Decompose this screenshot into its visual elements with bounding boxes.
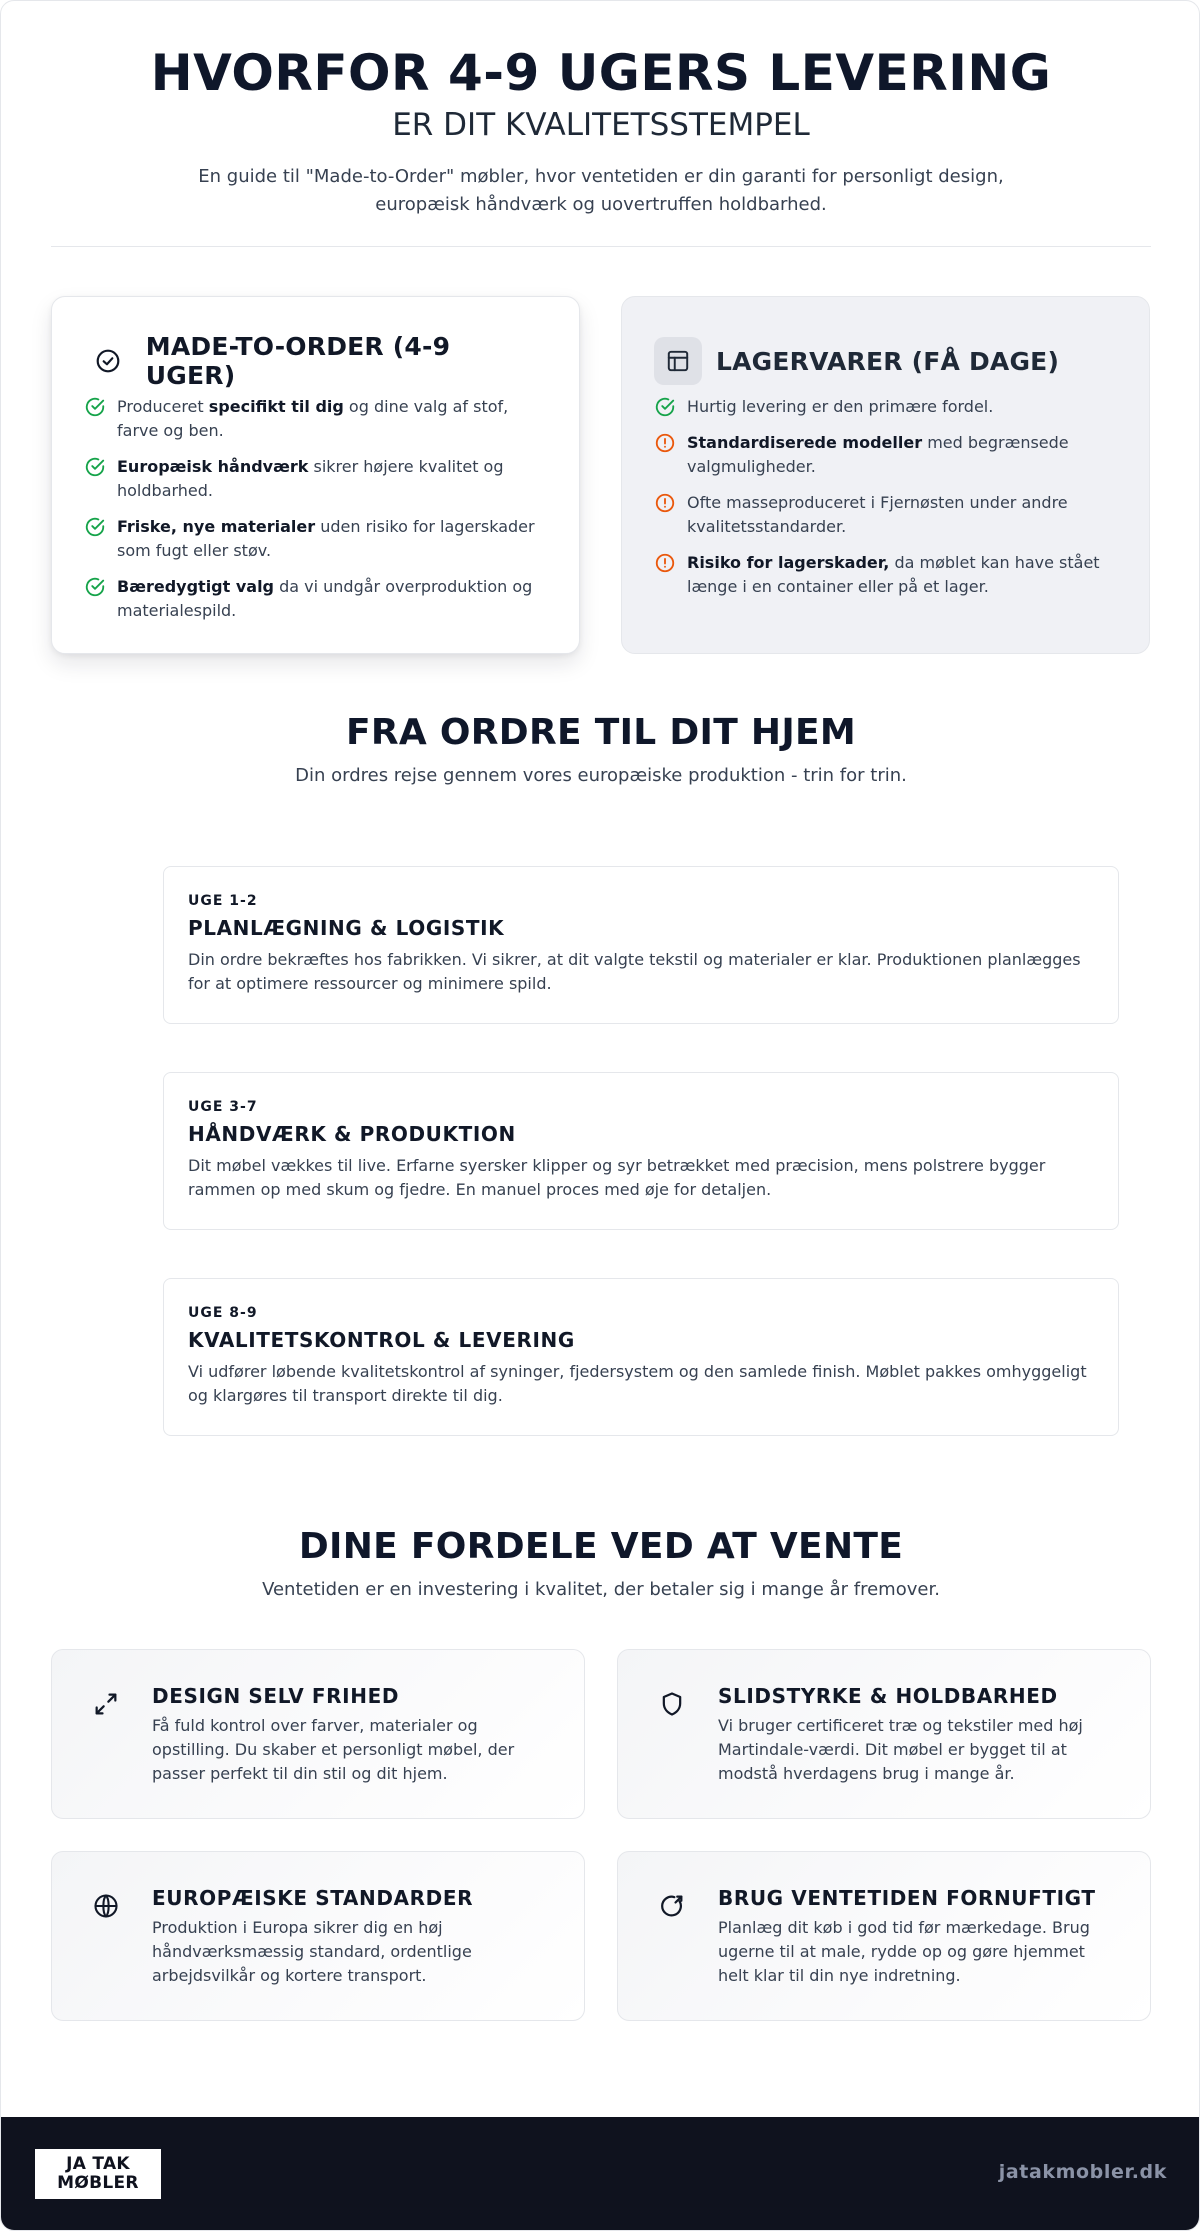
feature-text-rest: uden risiko for lagerskader som fugt eller støv. bbox=[117, 517, 535, 560]
footer bbox=[1, 2117, 1200, 2231]
feature-text-prefix: Hurtig levering er den primære fordel. bbox=[687, 397, 994, 416]
feature-text-emphasis: Europæisk håndværk bbox=[117, 457, 309, 476]
alert-icon bbox=[654, 432, 676, 454]
timeline-header bbox=[51, 711, 1151, 789]
benefits-header bbox=[51, 1525, 1151, 1603]
step-title: PLANLÆGNING & LOGISTIK bbox=[188, 916, 505, 940]
benefit-text: Få fuld kontrol over farver, materialer og opstilling. Du skaber et personligt møbel, der passer perfekt til din stil og dit hjem. bbox=[152, 1716, 515, 1783]
page-title: HVORFOR 4-9 UGERS LEVERING bbox=[150, 44, 1052, 102]
benefit-card-european-standards bbox=[51, 1851, 585, 2021]
brand-logo[interactable] bbox=[35, 2149, 161, 2199]
feature-text bbox=[687, 431, 1117, 479]
feature-item bbox=[654, 491, 1117, 539]
page-subtitle: ER DIT KVALITETSSTEMPEL bbox=[392, 107, 810, 143]
hero-intro: En guide til "Made-to-Order" møbler, hvor ventetiden er din garanti for personligt design, europæisk håndværk og uovertruffen holdbarhed. bbox=[198, 166, 1004, 215]
feature-text-emphasis: Bæredygtigt valg bbox=[117, 577, 275, 596]
step-title: KVALITETSKONTROL & LEVERING bbox=[188, 1328, 575, 1352]
step-description: Din ordre bekræftes hos fabrikken. Vi sikrer, at dit valgte tekstil og materialer er klar. Produktionen planlægges for at optimere ressourcer og minimere spild. bbox=[188, 950, 1081, 993]
benefit-title: BRUG VENTETIDEN FORNUFTIGT bbox=[718, 1886, 1096, 1910]
feature-text bbox=[117, 395, 547, 443]
stock-items-header bbox=[654, 337, 1117, 385]
step-title: HÅNDVÆRK & PRODUKTION bbox=[188, 1122, 516, 1146]
step-week-label: UGE 3-7 bbox=[188, 1099, 258, 1115]
benefit-text: Planlæg dit køb i god tid før mærkedage. Brug ugerne til at male, rydde op og gøre hjemmet helt klar til din nye indretning. bbox=[718, 1918, 1090, 1985]
feature-text bbox=[687, 395, 993, 419]
timeline-subtitle: Din ordres rejse gennem vores europæiske produktion - trin for trin. bbox=[295, 765, 907, 786]
check-icon bbox=[84, 396, 106, 418]
feature-item bbox=[654, 431, 1117, 479]
benefit-title: DESIGN SELV FRIHED bbox=[152, 1684, 400, 1708]
feature-text-emphasis: specifikt til dig bbox=[208, 397, 344, 416]
feature-item bbox=[84, 455, 547, 503]
globe-icon bbox=[92, 1892, 120, 1920]
feature-text-emphasis: Standardiserede modeller bbox=[687, 433, 923, 452]
benefits-subtitle: Ventetiden er en investering i kvalitet, der betaler sig i mange år fremover. bbox=[262, 1579, 940, 1600]
benefit-title: SLIDSTYRKE & HOLDBARHED bbox=[718, 1684, 1058, 1708]
feature-item bbox=[654, 551, 1117, 599]
layout-icon bbox=[654, 337, 702, 385]
step-description: Vi udfører løbende kvalitetskontrol af syninger, fjedersystem og den samlede finish. Møblet pakkes omhyggeligt og klargøres til transport direkte til dig. bbox=[188, 1362, 1087, 1405]
benefit-card-use-time bbox=[617, 1851, 1151, 2021]
logo-line-1: JA TAK bbox=[66, 2154, 130, 2174]
made-to-order-title: MADE-TO-ORDER (4-9 UGER) bbox=[145, 332, 451, 390]
benefit-text: Vi bruger certificeret træ og tekstiler med høj Martindale-værdi. Dit møbel er bygget til at modstå hverdagens brug i mange år. bbox=[718, 1716, 1083, 1783]
check-icon bbox=[654, 396, 676, 418]
timeline-step-weeks-8-9 bbox=[163, 1278, 1119, 1436]
feature-text bbox=[117, 515, 547, 563]
expand-icon bbox=[92, 1690, 120, 1718]
logo-line-2: MØBLER bbox=[57, 2173, 139, 2193]
check-icon bbox=[84, 516, 106, 538]
feature-text-prefix: Produceret bbox=[117, 397, 209, 416]
check-circle-icon bbox=[84, 337, 132, 385]
refresh-icon bbox=[658, 1892, 686, 1920]
benefit-text: Produktion i Europa sikrer dig en høj håndværksmæssig standard, ordentlige arbejdsvilkår og kortere transport. bbox=[152, 1918, 472, 1985]
stock-items-title: LAGERVARER (FÅ DAGE) bbox=[716, 346, 1060, 376]
hero-divider bbox=[51, 246, 1151, 247]
feature-text bbox=[687, 491, 1117, 539]
website-link[interactable]: jatakmobler.dk bbox=[998, 2161, 1167, 2183]
benefit-title: EUROPÆISKE STANDARDER bbox=[152, 1886, 474, 1910]
hero-section bbox=[51, 45, 1151, 219]
step-week-label: UGE 1-2 bbox=[188, 893, 258, 909]
feature-text-rest: og dine valg af stof, farve og ben. bbox=[117, 397, 509, 440]
alert-icon bbox=[654, 492, 676, 514]
feature-text-rest: med begrænsede valgmuligheder. bbox=[687, 433, 1069, 476]
made-to-order-list bbox=[84, 395, 547, 623]
step-description: Dit møbel vækkes til live. Erfarne syersker klipper og syr betrækket med præcision, mens polstrere bygger rammen op med skum og fjedre. En manuel proces med øje for detaljen. bbox=[188, 1156, 1046, 1199]
feature-item bbox=[84, 575, 547, 623]
stock-items-card bbox=[621, 296, 1150, 654]
feature-text-rest: da vi undgår overproduktion og materialespild. bbox=[117, 577, 533, 620]
feature-text-emphasis: Friske, nye materialer bbox=[117, 517, 316, 536]
check-icon bbox=[84, 576, 106, 598]
feature-text bbox=[117, 455, 547, 503]
stock-items-list bbox=[654, 395, 1117, 599]
timeline-title: FRA ORDRE TIL DIT HJEM bbox=[345, 712, 857, 753]
feature-item bbox=[84, 515, 547, 563]
feature-text bbox=[687, 551, 1117, 599]
made-to-order-header bbox=[84, 332, 547, 390]
step-week-label: UGE 8-9 bbox=[188, 1305, 258, 1321]
feature-item bbox=[84, 395, 547, 443]
benefit-card-design bbox=[51, 1649, 585, 1819]
benefit-card-durability bbox=[617, 1649, 1151, 1819]
feature-text-rest: da møblet kan have stået længe i en container eller på et lager. bbox=[687, 553, 1100, 596]
feature-text-rest: sikrer højere kvalitet og holdbarhed. bbox=[117, 457, 504, 500]
feature-text bbox=[117, 575, 547, 623]
benefits-title: DINE FORDELE VED AT VENTE bbox=[298, 1526, 904, 1567]
made-to-order-card bbox=[51, 296, 580, 654]
check-icon bbox=[84, 456, 106, 478]
feature-text-emphasis: Risiko for lagerskader, bbox=[687, 553, 890, 572]
shield-icon bbox=[658, 1690, 686, 1718]
timeline-step-weeks-3-7 bbox=[163, 1072, 1119, 1230]
feature-text-prefix: Ofte masseproduceret i Fjernøsten under andre kvalitetsstandarder. bbox=[687, 493, 1068, 536]
timeline-step-weeks-1-2 bbox=[163, 866, 1119, 1024]
feature-item bbox=[654, 395, 1117, 419]
alert-icon bbox=[654, 552, 676, 574]
